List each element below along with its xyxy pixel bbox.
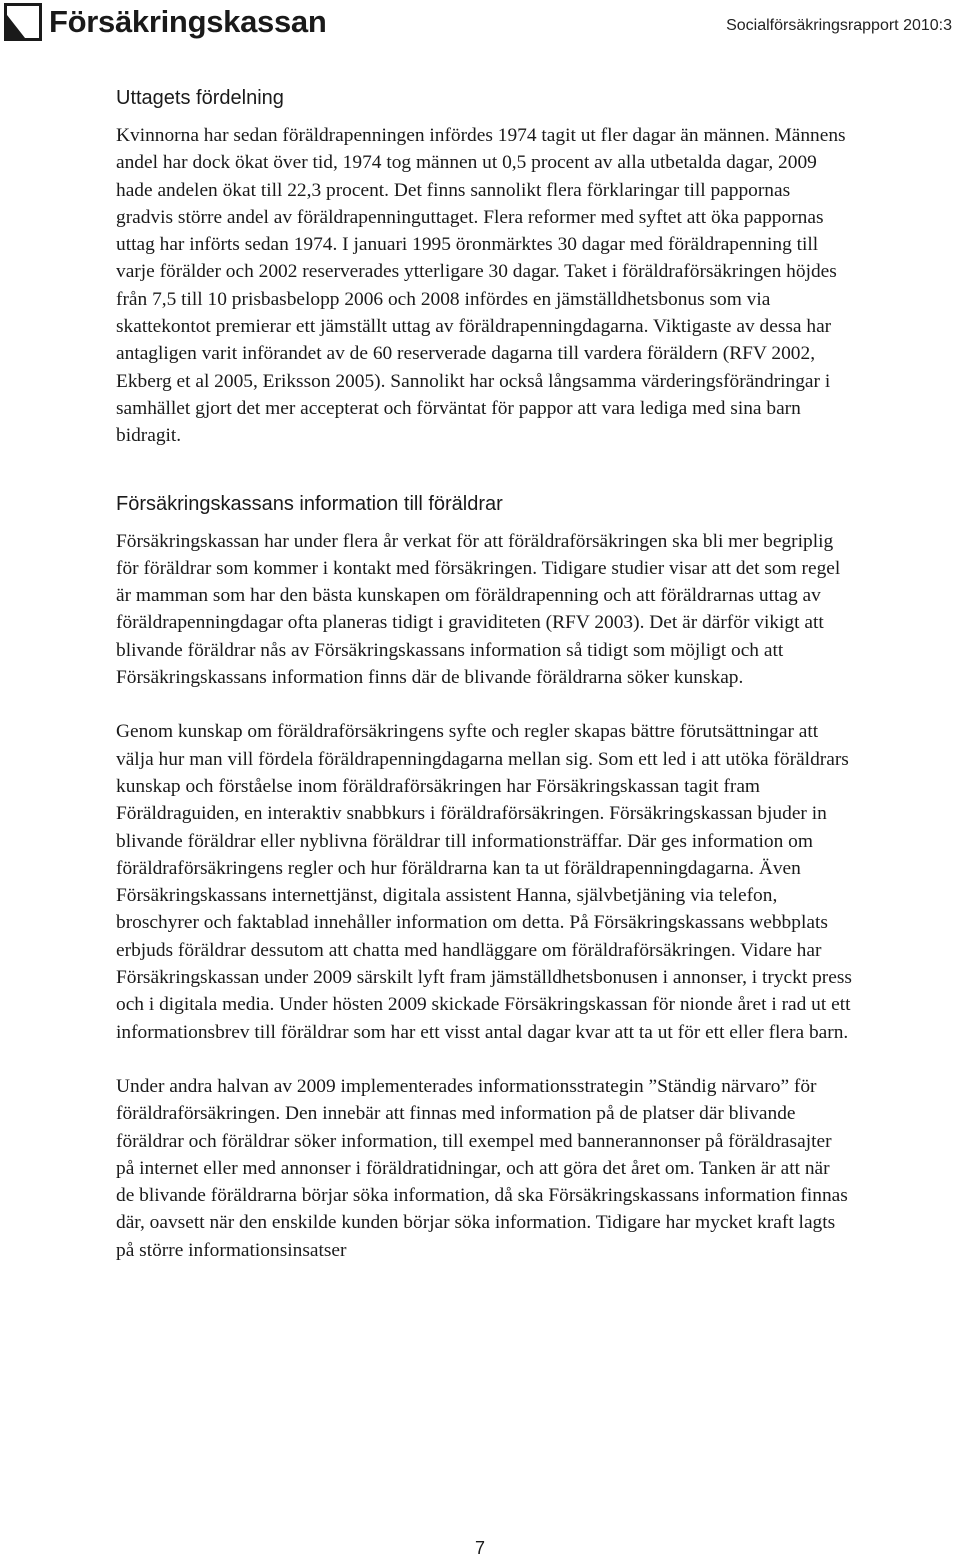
logo-mark-icon xyxy=(4,3,42,41)
paragraph: Försäkringskassan har under flera år verkat för att föräldraförsäkringen ska bli mer begriplig för föräldrar som kommer i kontakt med försäkringen. Tidigare studier visar att det som regel är mamman som har den bästa kunskapen om föräldrapenning och att föräldrarnas uttag av föräldrapenningdagar ofta planeras tidigt i graviditeten (RFV 2003). Det är därför vikigt att blivande föräldrar nås av Försäkringskassans information så tidigt som möjligt och att Försäkringskassans information finns där de blivande föräldrarna söker kunskap. xyxy=(116,530,841,689)
logo-text: Försäkringskassan xyxy=(49,4,327,39)
paragraph: Genom kunskap om föräldraförsäkringens syfte och regler skapas bättre förutsättningar att välja hur man vill fördela föräldrapenningdagarna mellan sig. Som ett led i att utöka föräldrars kunskap och förståelse inom föräldraförsäkringen har Försäkringskassan tagit fram Föräldraguiden, en interaktiv snabbkurs i föräldraförsäkringen. Försäkringskassan bjuder in blivande föräldrar eller nyblivna föräldrar till informationsträffar. Där ges information om föräldraförsäkringens regler och hur föräldrarna kan ta ut föräldrapenningdagarna. Även Försäkringskassans internettjänst, digitala assistent Hanna, självbetjäning via telefon, broschyrer och faktablad innehåller information om detta. På Försäkringskassans webbplats erbjuds föräldrar dessutom att chatta med handläggare om föräldraförsäkringen. Vidare har Försäkringskassan under 2009 särskilt lyft fram jämställdhetsbonusen i annonser, i tryckt press och i digitala media. Under hösten 2009 skickade Försäkringskassan för nionde året i rad ut ett informationsbrev till föräldrar som har ett visst antal dagar kvar att ta ut för ett eller flera barn. xyxy=(116,721,852,1043)
section-heading-uttagets-fordelning: Uttagets fördelning xyxy=(116,87,284,109)
paragraph: Kvinnorna har sedan föräldrapenningen infördes 1974 tagit ut fler dagar än männen. Männens andel har dock ökat över tid, 1974 tog männen ut 0,5 procent av alla utbetalda dagar, 2009 hade andelen ökat till 22,3 procent. Det finns sannolikt flera förklaringar till pappornas gradvis större andel av föräldrapenninguttaget. Flera reformer med syftet att öka pappornas uttag har införts sedan 1974. I januari 1995 öronmärktes 30 dagar med föräldrapenning till varje förälder och 2002 reserverades ytterligare 30 dagar. Taket i föräldraförsäkringen höjdes från 7,5 till 10 prisbasbelopp 2006 och 2008 infördes en jämställdhetsbonus som via skattekontot premierar ett jämställt uttag av föräldrapenningdagarna. Viktigaste av dessa har antagligen varit införandet av de 60 reserverade dagarna till vardera föräldern (RFV 2002, Ekberg et al 2005, Eriksson 2005). Sannolikt har också långsamma värderingsförändringar i samhället gjort det mer accepterat och förväntat för pappor att vara lediga med sina barn bidragit. xyxy=(116,125,846,447)
logo xyxy=(4,3,327,41)
page-header xyxy=(0,0,960,60)
article-body xyxy=(116,87,852,1264)
section-heading-information: Försäkringskassans information till föräldrar xyxy=(116,492,503,515)
page-number: 7 xyxy=(474,1538,485,1558)
report-label: Socialförsäkringsrapport 2010:3 xyxy=(726,17,952,34)
paragraph: Under andra halvan av 2009 implementerades informationsstrategin ”Ständig närvaro” för föräldraförsäkringen. Den innebär att finnas med information på de platser där blivande föräldrar och föräldrar söker information, till exempel med bannerannonser på föräldrasajter på internet eller med annonser i föräldratidningar, och att göra det året om. Tanken är att när de blivande föräldrarna börjar söka information, då ska Försäkringskassans information finnas där, oavsett när den enskilde kunden börjar söka information. Tidigare har mycket kraft lagts på större informationsinsatser xyxy=(116,1075,848,1261)
